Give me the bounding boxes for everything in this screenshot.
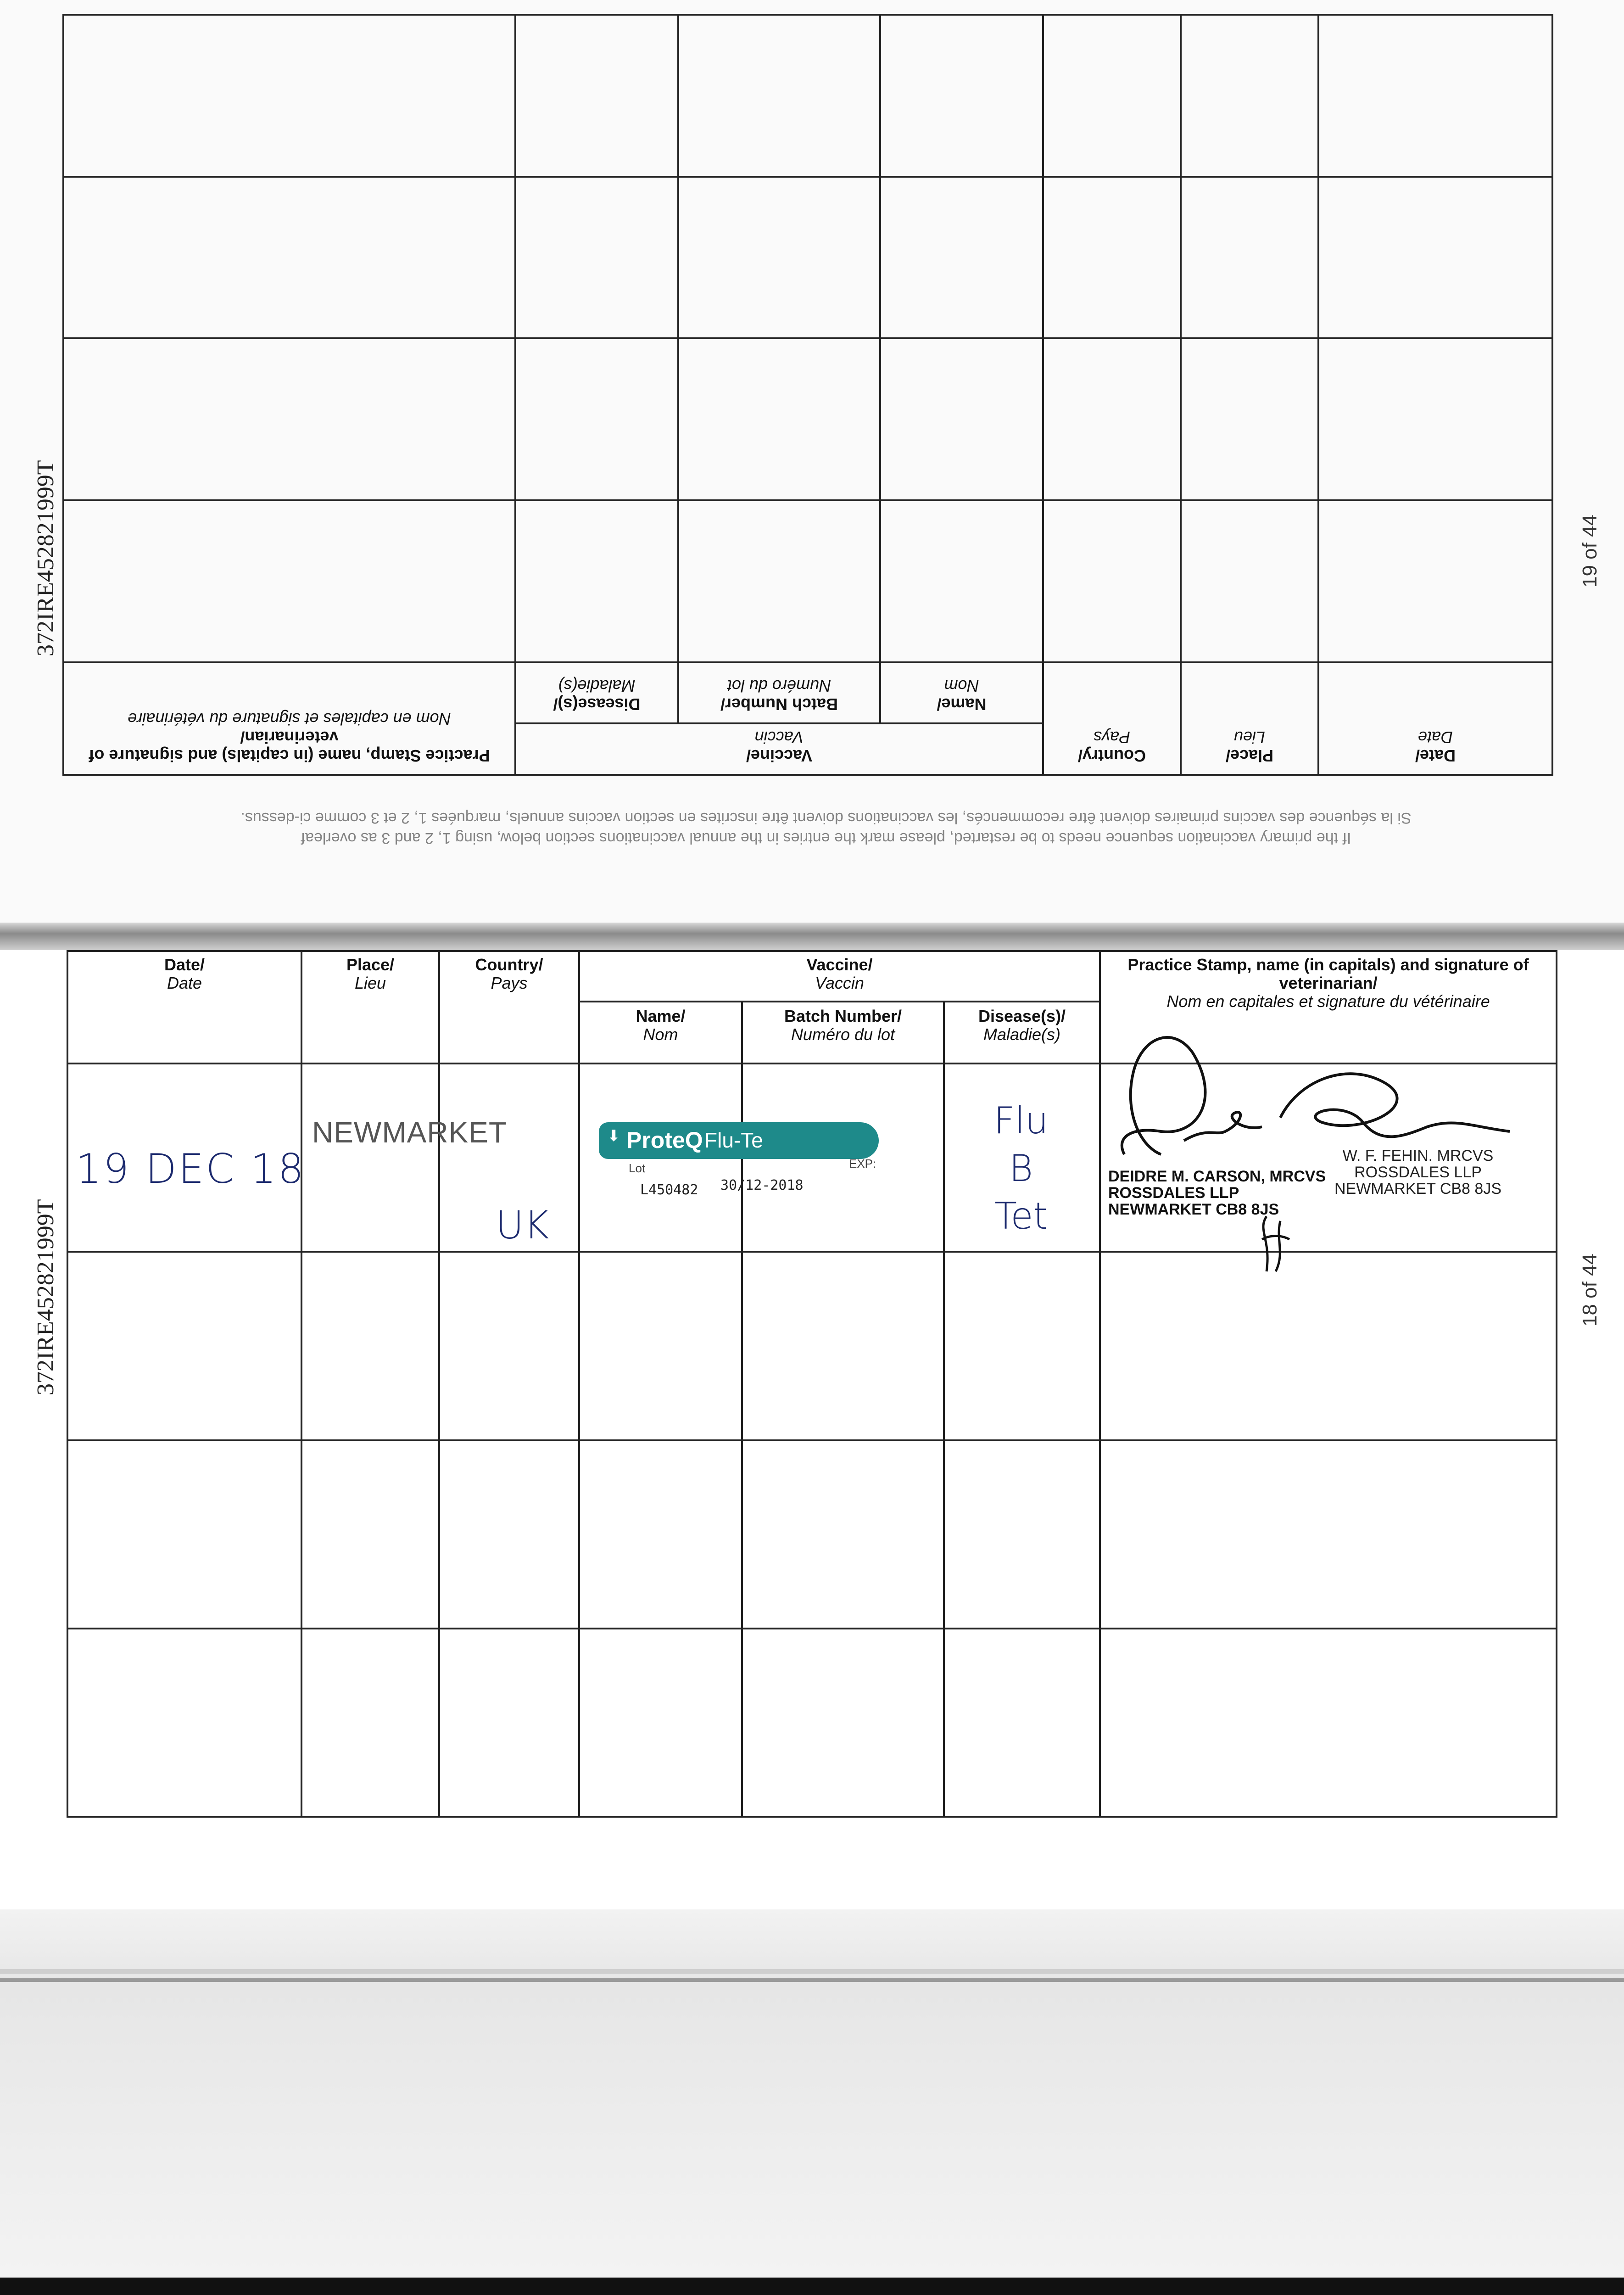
disease-b: B bbox=[1009, 1147, 1033, 1190]
passport-id-top: 372IRE452821999T bbox=[33, 460, 59, 656]
initial-mark bbox=[1248, 1212, 1303, 1276]
vaccine-sticker bbox=[599, 1122, 879, 1159]
header-batch: Batch Number/ Numéro du lot bbox=[678, 662, 880, 723]
entry-place: NEWMARKET bbox=[312, 1116, 507, 1149]
header-place: Place/ Lieu bbox=[301, 951, 439, 1064]
vet-name-2: W. F. FEHIN. MRCVS bbox=[1342, 1147, 1494, 1164]
table-row bbox=[67, 1440, 1557, 1629]
scan-border bbox=[0, 2278, 1624, 2295]
header-practice: Practice Stamp, name (in capitals) and signature of veterinarian/ Nom en capitales et signature du vétérinaire bbox=[1100, 951, 1557, 1064]
lower-margin bbox=[0, 1909, 1624, 2295]
vet-practice-2: ROSSDALES LLP bbox=[1354, 1164, 1482, 1181]
vet-name-1: DEIDRE M. CARSON, MRCVS bbox=[1108, 1168, 1326, 1185]
header-name: Name/ Nom bbox=[579, 1002, 742, 1064]
header-practice: Practice Stamp, name (in capitals) and signature of veterinarian/ Nom en capitales et signature du vétérinaire bbox=[63, 662, 515, 775]
header-vaccine: Vaccine/ Vaccin bbox=[579, 951, 1100, 1002]
header-place: Place/ Lieu bbox=[1181, 662, 1318, 775]
expiry-date: 30/12-2018 bbox=[720, 1177, 804, 1193]
table-row bbox=[63, 500, 1552, 662]
arrow-icon: ⬇ bbox=[607, 1127, 620, 1145]
header-batch: Batch Number/ Numéro du lot bbox=[742, 1002, 944, 1064]
exp-label: EXP: bbox=[849, 1157, 876, 1170]
entry-country: UK bbox=[496, 1203, 549, 1248]
header-country: Country/ Pays bbox=[1043, 662, 1181, 775]
entry-date: 19 DEC 18 bbox=[76, 1145, 306, 1192]
entry-diseases bbox=[975, 1097, 1067, 1240]
restart-note-en: If the primary vaccination sequence needs to be restarted, please mark the entries in the annual vaccinations section below, using 1, 2 and 3 as overleaf bbox=[301, 829, 1351, 847]
page-edge bbox=[0, 1969, 1624, 1974]
passport-id-bottom: 372IRE452821999T bbox=[33, 1199, 59, 1395]
header-date: Date/ Date bbox=[67, 951, 301, 1064]
page-fold bbox=[0, 923, 1624, 950]
header-disease: Disease(s)/ Maladie(s) bbox=[515, 662, 678, 723]
vet-stamp-2 bbox=[1322, 1148, 1514, 1197]
top-vaccination-table bbox=[64, 14, 1553, 776]
header-disease: Disease(s)/ Maladie(s) bbox=[944, 1002, 1100, 1064]
vet-address-1: NEWMARKET CB8 8JS bbox=[1108, 1201, 1279, 1218]
restart-note bbox=[115, 808, 1537, 848]
table-row bbox=[63, 177, 1552, 339]
vet-practice-1: ROSSDALES LLP bbox=[1108, 1184, 1239, 1202]
table-row bbox=[67, 1252, 1557, 1440]
page-number-bottom: 18 of 44 bbox=[1579, 1253, 1601, 1327]
disease-flu: Flu bbox=[993, 1099, 1049, 1142]
table-row bbox=[63, 15, 1552, 177]
table-row bbox=[67, 1629, 1557, 1817]
lot-label: Lot bbox=[629, 1161, 646, 1175]
vet-address-2: NEWMARKET CB8 8JS bbox=[1334, 1180, 1501, 1198]
lot-number: L450482 bbox=[640, 1182, 698, 1198]
page-number-top: 19 of 44 bbox=[1579, 514, 1601, 588]
header-name: Name/ Nom bbox=[880, 662, 1043, 723]
vaccine-brand: ProteQ bbox=[626, 1127, 703, 1153]
header-vaccine: Vaccine/ Vaccin bbox=[515, 723, 1043, 775]
page-edge bbox=[0, 1978, 1624, 1982]
disease-tet: Tet bbox=[994, 1195, 1048, 1237]
table-row bbox=[63, 338, 1552, 500]
header-country: Country/ Pays bbox=[439, 951, 579, 1064]
restart-note-fr: Si la séquence des vaccins primaires doivent être recommencés, les vaccinations doivent être inscrites en section vaccins annuels, marquées 1, 2 et 3 comme ci-dessus. bbox=[240, 809, 1412, 827]
vet-stamp-1 bbox=[1108, 1168, 1326, 1218]
header-date: Date/ Date bbox=[1318, 662, 1552, 775]
vaccine-product: Flu-Te bbox=[704, 1128, 763, 1152]
